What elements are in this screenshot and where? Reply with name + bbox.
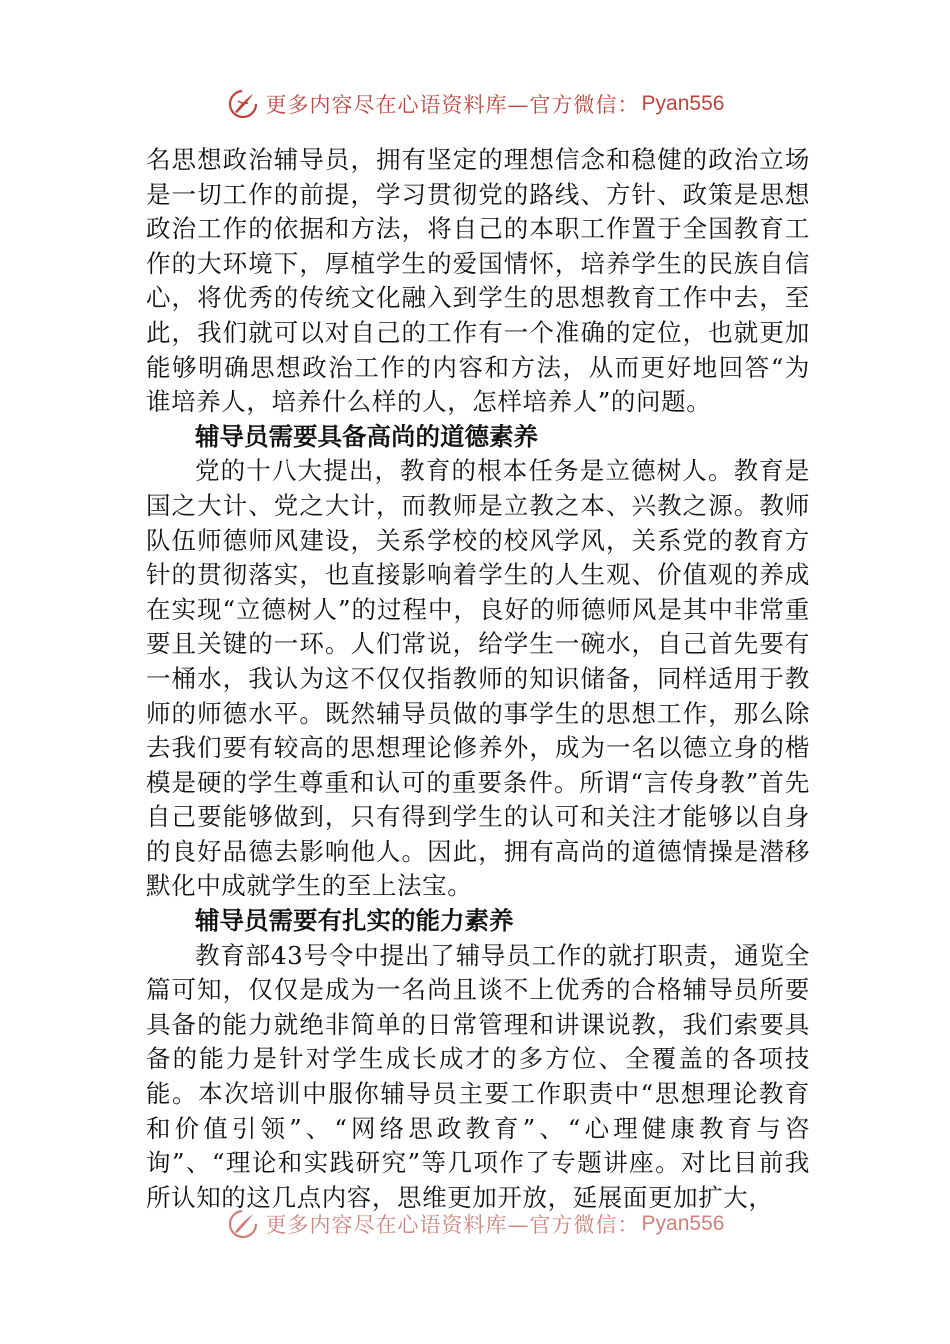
section-heading-moral: 辅导员需要具备高尚的道德素养 (195, 421, 538, 451)
watermark-footer (0, 1204, 950, 1244)
wechat-id: Pyan556 (641, 1212, 725, 1235)
brush-logo-icon (226, 1207, 260, 1241)
watermark-text: 更多内容尽在心语资料库—官方微信： (265, 1213, 640, 1237)
paragraph-3: 教育部43号令中提出了辅导员工作的就打职责，通览全篇可知，仅仅是成为一名尚且谈不上优秀的合格辅导员所要具备的能力就绝非简单的日常管理和讲课说教，我们索要具备的能力是针对学生成长成才的多方位、全覆盖的各项技能。本次培训中服你辅导员主要工作职责中“思想理论教育和价值引领”、“网络思政教育”、“心理健康教育与咨询”、“理论和实践研究”等几项作了专题讲座。对比目前我所认知的这几点内容，思维更加开放，延展面更加扩大， (146, 940, 810, 1212)
watermark-header (0, 84, 950, 124)
paragraph-2: 党的十八大提出，教育的根本任务是立德树人。教育是国之大计、党之大计，而教师是立教之本、兴教之源。教师队伍师德师风建设，关系学校的校风学风，关系党的教育方针的贯彻落实，也直接影响着学生的人生观、价值观的养成在实现“立德树人”的过程中，良好的师德师风是其中非常重要且关键的一环。人们常说，给学生一碗水，自己首先要有一桶水，我认为这不仅仅指教师的知识储备，同样适用于教师的师德水平。既然辅导员做的事学生的思想工作，那么除去我们要有较高的思想理论修养外，成为一名以德立身的楷模是硬的学生尊重和认可的重要条件。所谓“言传身教”首先自己要能够做到，只有得到学生的认可和关注才能够以自身的良好品德去影响他人。因此，拥有高尚的道德情操是潜移默化中成就学生的至上法宝。 (146, 456, 810, 901)
watermark-text: 更多内容尽在心语资料库—官方微信： (265, 93, 640, 117)
paragraph-1: 名思想政治辅导员，拥有坚定的理想信念和稳健的政治立场是一切工作的前提，学习贯彻党的路线、方针、政策是思想政治工作的依据和方法，将自己的本职工作置于全国教育工作的大环境下，厚植学生的爱国情怀，培养学生的民族自信心，将优秀的传统文化融入到学生的思想教育工作中去，至此，我们就可以对自己的工作有一个准确的定位，也就更加能够明确思想政治工作的内容和方法，从而更好地回答“为谁培养人，培养什么样的人，怎样培养人”的问题。 (146, 145, 810, 417)
wechat-id: Pyan556 (641, 92, 725, 115)
brush-logo-icon (226, 87, 260, 121)
section-heading-ability: 辅导员需要有扎实的能力素养 (195, 906, 514, 936)
document-body (146, 143, 810, 1215)
